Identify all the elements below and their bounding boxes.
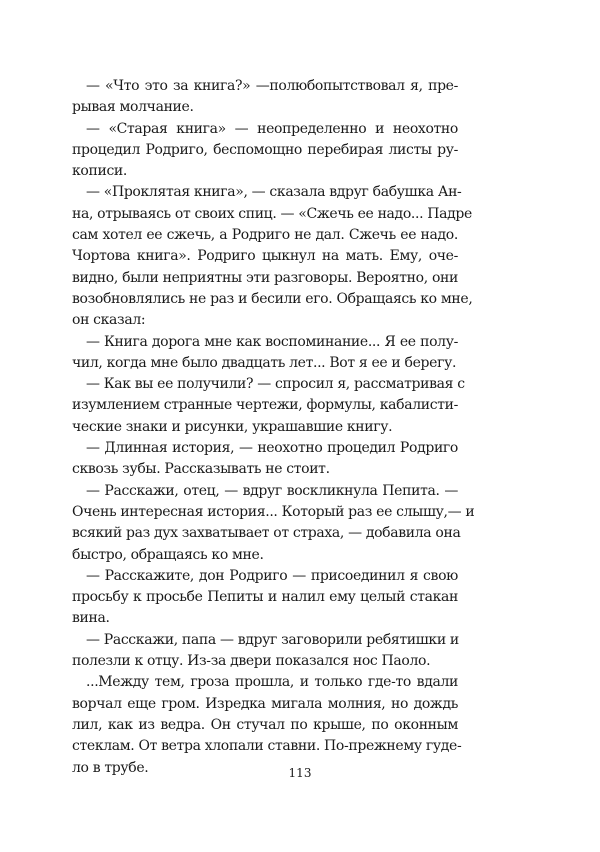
text-line: видно, были неприятны эти разговоры. Вероятно, они xyxy=(72,269,458,286)
text-line: всякий раз дух захватывает от страха, — добавила она xyxy=(72,525,461,542)
paragraph xyxy=(72,374,465,438)
body-text xyxy=(72,76,475,779)
text-line: — Расскажите, дон Родриго — присоединил я свою xyxy=(86,567,458,584)
text-line: сам хотел ее сжечь, а Родриго не дал. Сжечь ее надо. xyxy=(72,227,458,244)
text-line: — Длинная история, — неохотно процедил Родриго xyxy=(86,440,458,457)
paragraph xyxy=(72,438,458,481)
text-line: — «Что это за книга?» —полюбопытствовал я, пре- xyxy=(86,78,458,94)
text-line: Очень интересная история... Который раз ее слышу,— и xyxy=(72,503,475,520)
text-line: просьбу к просьбе Пепиты и налил ему целый стакан xyxy=(72,589,458,606)
text-line: — Расскажи, папа — вдруг заговорили ребятишки и xyxy=(86,631,459,648)
paragraph xyxy=(72,76,458,119)
text-line: кописи. xyxy=(72,163,128,180)
text-line: — «Проклятая книга», — сказала вдруг бабушка Ан- xyxy=(86,184,462,201)
text-line: Чортова книга». Родриго цыкнул на мать. Ему, оче- xyxy=(72,248,458,265)
text-line: — «Старая книга» — неопределенно и неохотно xyxy=(86,120,458,137)
text-line: ческие знаки и рисунки, украшавшие книгу. xyxy=(72,418,393,435)
text-line: чил, когда мне было двадцать лет... Вот я ее и берегу. xyxy=(72,354,457,371)
text-line: — Расскажи, отец, — вдруг воскликнула Пепита. — xyxy=(86,482,458,499)
text-line: процедил Родриго, беспомощно перебирая листы ру- xyxy=(72,141,458,158)
text-line: полезли к отцу. Из-за двери показался нос Паоло. xyxy=(72,653,431,670)
text-line: на, отрываясь от своих спиц. — «Сжечь ее надо... Падре xyxy=(72,205,472,222)
text-line: — Как вы ее получили? — спросил я, рассматривая с xyxy=(86,376,465,393)
text-line: сквозь зубы. Рассказывать не стоит. xyxy=(72,461,330,478)
text-line: ...Между тем, гроза прошла, и только где-то вдали xyxy=(86,674,458,691)
page-number: 113 xyxy=(288,766,312,780)
paragraph xyxy=(72,481,475,566)
text-line: возобновлялись не раз и бесили его. Обращаясь ко мне, xyxy=(72,290,473,307)
text-line: изумлением странные чертежи, формулы, кабалисти- xyxy=(72,397,458,414)
paragraph xyxy=(72,566,458,630)
text-line: лил, как из ведра. Он стучал по крыше, по оконным xyxy=(72,716,458,733)
paragraph xyxy=(72,672,462,778)
paragraph xyxy=(72,119,458,183)
paragraph xyxy=(72,630,458,673)
text-line: быстро, обращаясь ко мне. xyxy=(72,546,264,563)
text-line: стеклам. От ветра хлопали ставни. По-прежнему гуде- xyxy=(72,738,462,755)
paragraph xyxy=(72,332,458,375)
text-line: рывая молчание. xyxy=(72,99,194,116)
text-line: вина. xyxy=(72,610,110,627)
text-line: ворчал еще гром. Изредка мигала молния, но дождь xyxy=(72,695,458,712)
paragraph xyxy=(72,182,473,331)
text-line: он сказал: xyxy=(72,312,146,329)
text-line: ло в трубе. xyxy=(72,759,149,776)
text-line: — Книга дорога мне как воспоминание... Я ее полу- xyxy=(86,333,458,350)
